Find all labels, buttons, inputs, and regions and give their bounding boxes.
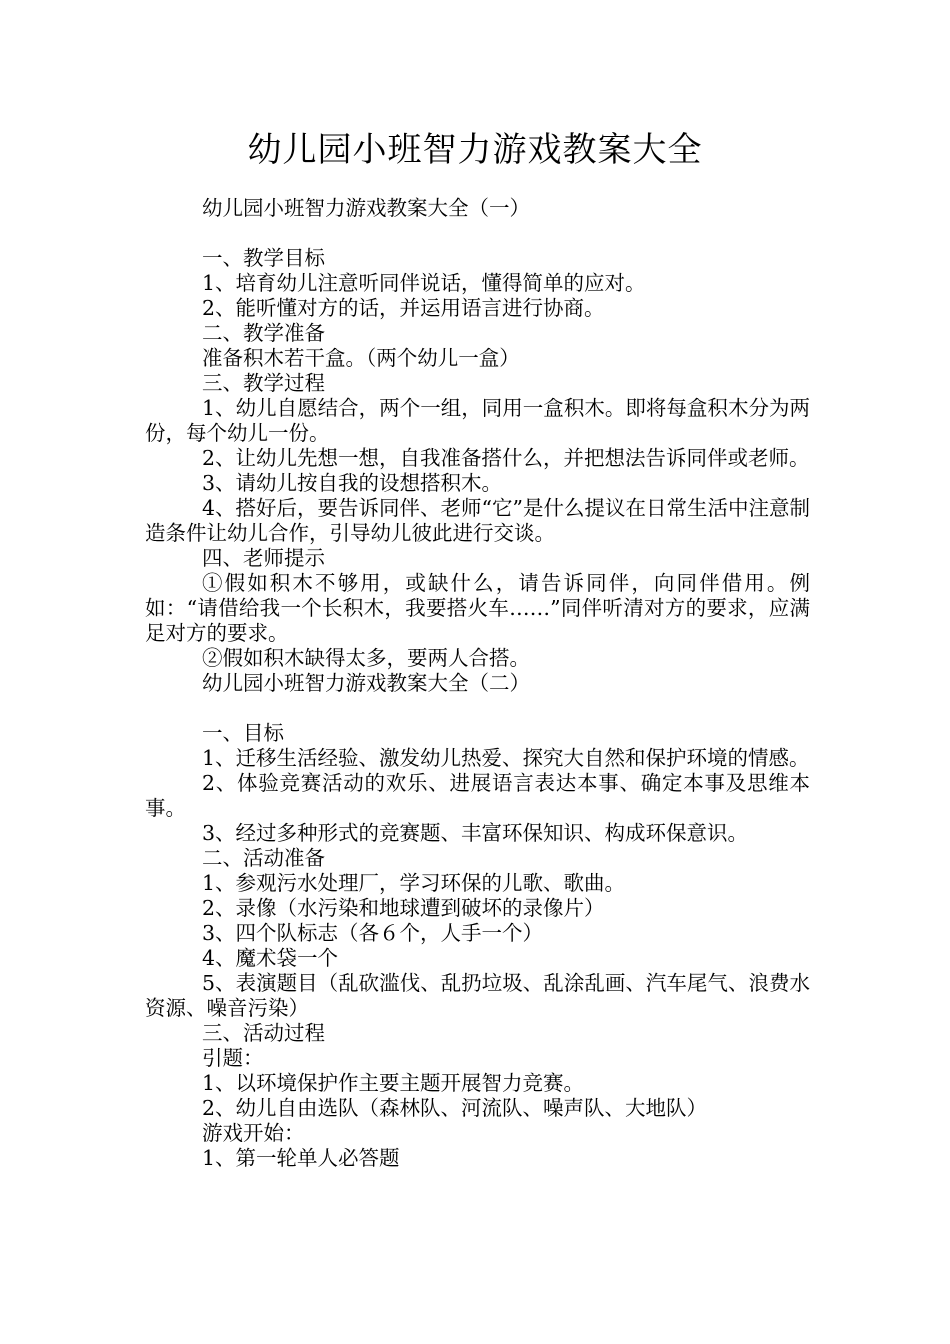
paragraph: 三、活动过程 xyxy=(202,1021,325,1045)
paragraph: ①假如积木不够用，或缺什么，请告诉同伴，向同伴借用。例如：“请借给我一个长积木，我要搭火车……”同伴听清对方的要求，应满足对方的要求。 xyxy=(145,571,810,645)
paragraph: 3、请幼儿按自我的设想搭积木。 xyxy=(202,471,503,495)
paragraph: 二、教学准备 xyxy=(202,321,325,345)
paragraph: 一、目标 xyxy=(202,721,284,745)
paragraph: 3、经过多种形式的竞赛题、丰富环保知识、构成环保意识。 xyxy=(202,821,749,845)
paragraph: 4、魔术袋一个 xyxy=(202,946,339,970)
paragraph: 二、活动准备 xyxy=(202,846,325,870)
paragraph: 四、老师提示 xyxy=(202,546,325,570)
section-heading: 幼儿园小班智力游戏教案大全（二） xyxy=(202,671,530,695)
paragraph: 引题： xyxy=(202,1046,264,1070)
paragraph: 1、参观污水处理厂，学习环保的儿歌、歌曲。 xyxy=(202,871,626,895)
paragraph: 游戏开始： xyxy=(202,1121,305,1145)
paragraph: 1、幼儿自愿结合，两个一组，同用一盒积木。即将每盒积木分为两份，每个幼儿一份。 xyxy=(145,396,810,445)
paragraph: 2、幼儿自由选队（森林队、河流队、噪声队、大地队） xyxy=(202,1096,708,1120)
paragraph: 5、表演题目（乱砍滥伐、乱扔垃圾、乱涂乱画、汽车尾气、浪费水资源、噪音污染） xyxy=(145,971,810,1020)
paragraph: 1、培育幼儿注意听同伴说话，懂得简单的应对。 xyxy=(202,271,646,295)
paragraph: 准备积木若干盒。（两个幼儿一盒） xyxy=(202,346,520,370)
paragraph: 一、教学目标 xyxy=(202,246,325,270)
paragraph: 3、四个队标志（各６个，人手一个） xyxy=(202,921,544,945)
paragraph: 2、体验竞赛活动的欢乐、进展语言表达本事、确定本事及思维本事。 xyxy=(145,771,810,820)
blank-line xyxy=(145,221,810,246)
paragraph: ②假如积木缺得太多，要两人合搭。 xyxy=(202,646,530,670)
section-heading: 幼儿园小班智力游戏教案大全（一） xyxy=(202,196,530,220)
paragraph: 1、迁移生活经验、激发幼儿热爱、探究大自然和保护环境的情感。 xyxy=(202,746,810,770)
paragraph: 2、录像（水污染和地球遭到破坏的录像片） xyxy=(202,896,605,920)
document-title: 幼儿园小班智力游戏教案大全 xyxy=(247,130,703,170)
blank-line xyxy=(145,696,810,721)
paragraph: 三、教学过程 xyxy=(202,371,325,395)
paragraph: 2、能听懂对方的话，并运用语言进行协商。 xyxy=(202,296,605,320)
paragraph: 1、以环境保护作主要主题开展智力竞赛。 xyxy=(202,1071,585,1095)
paragraph: 1、第一轮单人必答题 xyxy=(202,1146,400,1170)
document-body xyxy=(145,196,810,1171)
paragraph: 4、搭好后，要告诉同伴、老师“它”是什么提议在日常生活中注意制造条件让幼儿合作，引导幼儿彼此进行交谈。 xyxy=(145,496,811,545)
paragraph: 2、让幼儿先想一想，自我准备搭什么，并把想法告诉同伴或老师。 xyxy=(202,446,810,470)
